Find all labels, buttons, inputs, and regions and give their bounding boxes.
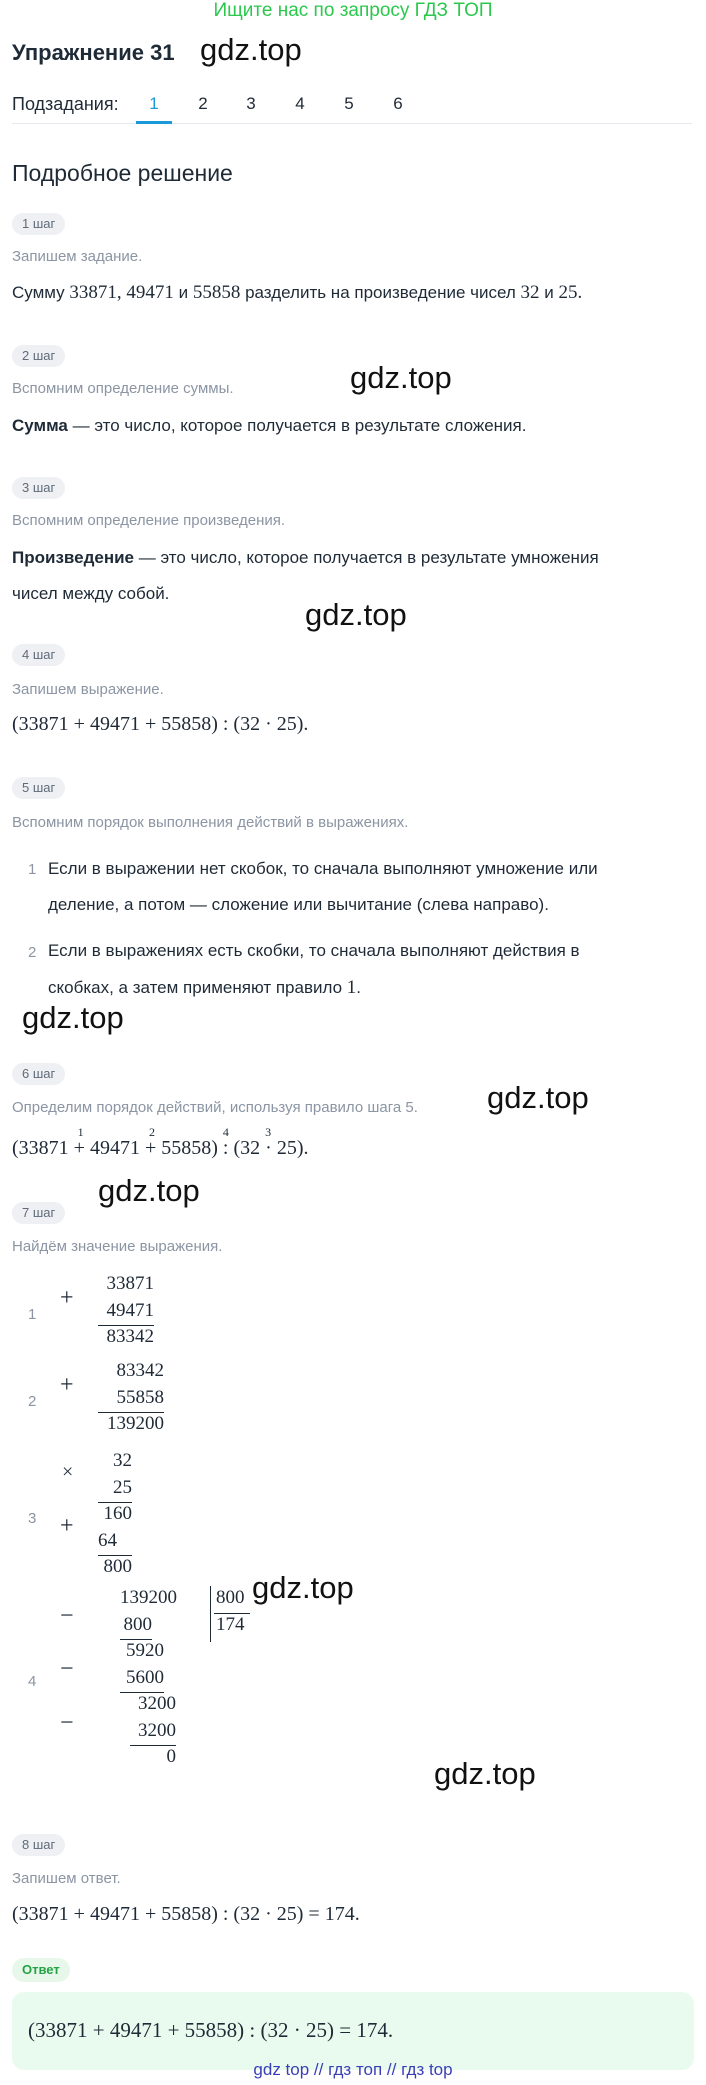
rule-1-text-cont: деление, а потом — сложение или вычитание (слева направо). [48, 895, 549, 914]
calc-4-minus-1: − [60, 1603, 74, 1629]
calc-1-result: 83342 [106, 1326, 154, 1347]
step-6-expression: (33871 1 + 49471 2 + 55858) 4 : (32 3 · 25). [12, 1125, 309, 1159]
calc-3-add-operator: + [60, 1513, 74, 1539]
calc-4-number: 4 [28, 1673, 37, 1690]
step-1-note: Запишем задание. [12, 248, 143, 265]
rule-2-text: Если в выражениях есть скобки, то сначала выполняют действия в [48, 941, 580, 960]
step-badge-4: 4 шаг [12, 644, 65, 666]
calc-4-divider-vertical [210, 1586, 211, 1642]
calc-4-quotient: 174 [216, 1614, 245, 1635]
calc-4-subtrahend-1: 800 [123, 1614, 152, 1635]
calc-4-minus-3: − [60, 1710, 74, 1736]
top-banner[interactable]: Ищите нас по запросу ГДЗ ТОП [213, 0, 493, 21]
calc-2-result: 139200 [107, 1413, 164, 1434]
watermark: gdz.top [434, 1756, 536, 1791]
subtasks-label: Подзадания: [12, 94, 119, 114]
calc-2-addend-b: 55858 [116, 1387, 164, 1408]
subtask-tab-6[interactable]: 6 [393, 94, 403, 113]
calc-3-result: 800 [103, 1556, 132, 1577]
step-4-expression: (33871 + 49471 + 55858) : (32 · 25). [12, 713, 309, 735]
watermark: gdz.top [252, 1570, 354, 1605]
calc-4-subtrahend-3: 3200 [138, 1720, 176, 1741]
watermark: gdz.top [350, 360, 452, 395]
calc-4-remainder-1: 5920 [126, 1640, 164, 1661]
watermark: gdz.top [487, 1080, 589, 1115]
exercise-title: Упражнение 31 [12, 40, 175, 65]
step-badge-2: 2 шаг [12, 345, 65, 367]
step-4-note: Запишем выражение. [12, 681, 164, 698]
watermark: gdz.top [22, 1000, 124, 1035]
step-badge-6: 6 шаг [12, 1063, 65, 1085]
subtask-tab-1[interactable]: 1 [149, 94, 159, 113]
calc-1-operator: + [60, 1285, 74, 1311]
subtask-tab-5[interactable]: 5 [344, 94, 354, 113]
footer-links[interactable]: gdz top // гдз топ // гдз top [253, 2060, 453, 2079]
step-3-note: Вспомним определение произведения. [12, 512, 286, 529]
watermark: gdz.top [98, 1173, 200, 1208]
step-badge-8: 8 шаг [12, 1834, 65, 1856]
subtask-tab-3[interactable]: 3 [246, 94, 256, 113]
calc-3-factor-b: 25 [113, 1477, 132, 1498]
step-2-text: Сумма — это число, которое получается в результате сложения. [12, 416, 527, 435]
calc-4-divisor: 800 [216, 1587, 245, 1608]
calc-1-number: 1 [28, 1306, 37, 1323]
calc-2-operator: + [60, 1372, 74, 1398]
step-3-text: Произведение — это число, которое получается в результате умножения [12, 548, 599, 567]
step-2-note: Вспомним определение суммы. [12, 380, 234, 397]
calc-3-partial-2: 64 [98, 1530, 117, 1551]
calc-2-addend-a: 83342 [116, 1360, 164, 1381]
calc-4-remainder-2: 3200 [138, 1693, 176, 1714]
section-title: Подробное решение [12, 160, 233, 186]
step-badge-3: 3 шаг [12, 477, 65, 499]
answer-badge: Ответ [12, 1958, 70, 1982]
rule-1-number: 1 [28, 861, 37, 878]
rule-1-text: Если в выражении нет скобок, то сначала выполняют умножение или [48, 859, 598, 878]
calc-3-factor-a: 32 [113, 1450, 132, 1471]
watermark: gdz.top [200, 32, 302, 67]
calc-4-dividend: 139200 [120, 1587, 177, 1608]
step-8-expression: (33871 + 49471 + 55858) : (32 · 25) = 174. [12, 1903, 360, 1925]
step-6-note: Определим порядок действий, используя правило шага 5. [12, 1099, 418, 1116]
calc-3-number: 3 [28, 1510, 37, 1527]
calc-4-subtrahend-2: 5600 [126, 1667, 164, 1688]
calc-3-partial-1: 160 [103, 1503, 132, 1524]
subtask-tab-2[interactable]: 2 [198, 94, 208, 113]
calc-1-addend-a: 33871 [106, 1273, 154, 1294]
watermark: gdz.top [305, 597, 407, 632]
step-1-text: Сумму 33871, 49471 и 55858 разделить на произведение чисел 32 и 25. [12, 282, 583, 303]
rule-2-number: 2 [28, 944, 37, 961]
step-8-note: Запишем ответ. [12, 1870, 121, 1887]
step-badge-5: 5 шаг [12, 777, 65, 799]
step-3-text-cont: чисел между собой. [12, 584, 170, 603]
tabs-divider [12, 123, 692, 124]
answer-expression: (33871 + 49471 + 55858) : (32 · 25) = 174. [28, 2018, 394, 2042]
calc-4-minus-2: − [60, 1656, 74, 1682]
calc-2-number: 2 [28, 1393, 37, 1410]
step-badge-1: 1 шаг [12, 213, 65, 235]
calc-3-multiply-operator: × [62, 1461, 74, 1483]
calc-1-addend-b: 49471 [106, 1300, 154, 1321]
active-tab-indicator [136, 121, 172, 124]
step-5-note: Вспомним порядок выполнения действий в выражениях. [12, 814, 409, 831]
step-7-note: Найдём значение выражения. [12, 1238, 223, 1255]
rule-2-text-cont: скобках, а затем применяют правило 1. [48, 977, 361, 998]
calc-4-remainder-3: 0 [166, 1746, 176, 1767]
step-badge-7: 7 шаг [12, 1202, 65, 1224]
subtask-tab-4[interactable]: 4 [295, 94, 305, 113]
